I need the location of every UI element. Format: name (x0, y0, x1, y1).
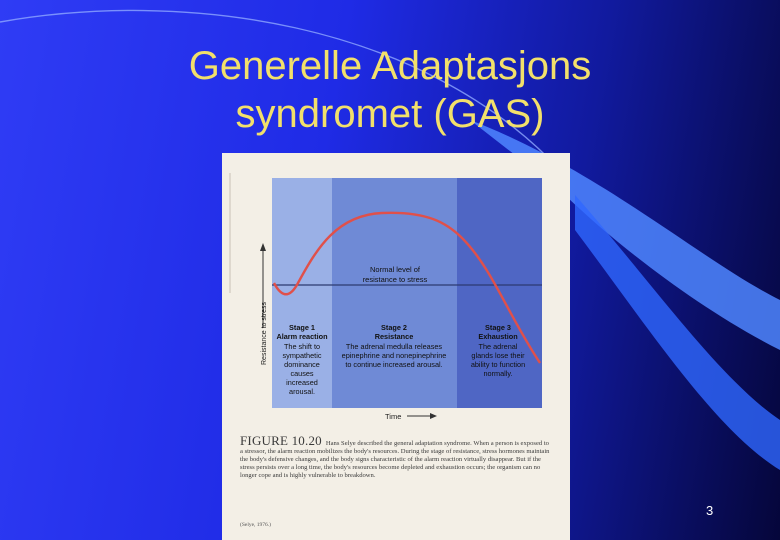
figure-caption (240, 433, 552, 533)
gas-figure (222, 153, 570, 540)
slide-title (60, 42, 720, 138)
stage1-line: increased (286, 378, 318, 387)
stage2-line: epinephrine and nonepinephrine (341, 351, 447, 360)
slide-title-line-2: syndromet (GAS) (235, 92, 545, 136)
caption-body (240, 433, 552, 480)
stage3-name: Exhaustion (478, 332, 518, 341)
stage3-title: Stage 3 (485, 323, 511, 332)
stage2-name: Resistance (374, 332, 414, 341)
stage1-line: The shift to (283, 342, 321, 351)
caption-citation: (Selye, 1976.) (240, 522, 272, 528)
normal-level-label-1: Normal level of (369, 265, 421, 274)
stage1-title: Stage 1 (289, 323, 315, 332)
normal-level-label-2: resistance to stress (362, 275, 428, 284)
x-axis-label: Time (385, 412, 402, 421)
gas-diagram (222, 153, 570, 438)
x-axis-arrowhead (430, 413, 437, 419)
stage1-line: sympathetic (282, 351, 322, 360)
page-number: 3 (706, 503, 714, 518)
stage1-line: causes (290, 369, 314, 378)
stage3-line: The adrenal (478, 342, 518, 351)
stage1-name: Alarm reaction (276, 332, 328, 341)
y-axis-arrowhead (260, 243, 266, 251)
stage2-title: Stage 2 (381, 323, 407, 332)
stage1-line: arousal. (289, 387, 315, 396)
stage3-line: glands lose their (471, 351, 525, 360)
caption-figure-label: FIGURE 10.20 (240, 433, 322, 448)
y-axis-label: Resistance to stress (261, 301, 268, 365)
stage3-line: normally. (483, 369, 513, 378)
caption-text: Hans Selye described the general adaptation syndrome. When a person is exposed to a stressor, the alarm reaction mobilizes the body's resources. During the stage of resistance, stress hormones maintain the body's defensive changes, and the body signs characteristic of the alarm reaction virtually disappear. But if the stress persists over a long time, the body's resources become depleted and exhaustion occurs; the organism can no longer cope and is highly vulnerable to breakdown. (240, 440, 550, 479)
stage1-line: dominance (284, 360, 320, 369)
slide-title-line-1: Generelle Adaptasjons (188, 44, 592, 88)
stage2-line: The adrenal medulla releases (345, 342, 443, 351)
stage2-line: to continue increased arousal. (345, 360, 443, 369)
stage3-line: ability to function (470, 360, 526, 369)
